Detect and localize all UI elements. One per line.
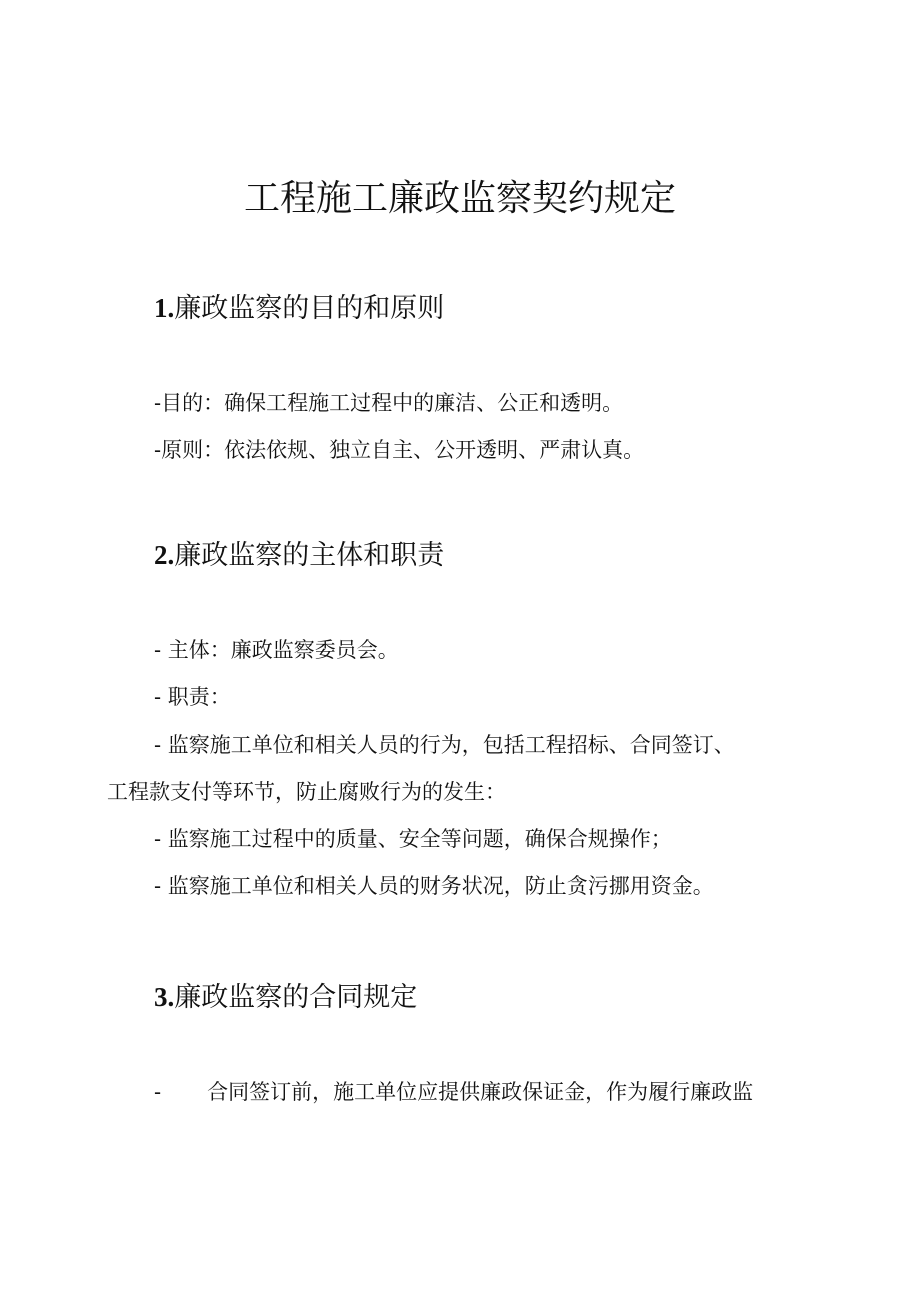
section-1-line-2: -原则：依法依规、独立自主、公开透明、严肃认真。: [154, 438, 645, 462]
section-2-heading: [154, 537, 444, 574]
section-2-title: 廉政监察的主体和职责: [174, 540, 445, 571]
section-2-line-4: 工程款支付等环节，防止腐败行为的发生：: [107, 780, 506, 804]
section-1-heading: [154, 290, 444, 327]
section-3-line-1: [154, 1077, 753, 1107]
section-1-number: 1.: [154, 293, 175, 323]
section-2-line-5: - 监察施工过程中的质量、安全等问题，确保合规操作；: [154, 827, 672, 851]
section-1-title: 廉政监察的目的和原则: [174, 293, 445, 324]
section-3-number: 3.: [154, 982, 175, 1012]
section-2-line-3: - 监察施工单位和相关人员的行为，包括工程招标、合同签订、: [154, 733, 735, 757]
section-1-line-1: -目的：确保工程施工过程中的廉洁、公正和透明。: [154, 391, 624, 415]
section-3-heading: [154, 979, 417, 1016]
section-3-title: 廉政监察的合同规定: [174, 982, 418, 1013]
section-3-line-1-dash: -: [154, 1080, 162, 1104]
section-2-line-1: - 主体：廉政监察委员会。: [154, 638, 399, 662]
section-3-line-1-text: 合同签订前，施工单位应提供廉政保证金，作为履行廉政监: [207, 1080, 754, 1104]
section-2-line-2: - 职责：: [154, 685, 231, 709]
section-2-number: 2.: [154, 540, 175, 570]
section-2-line-6: - 监察施工单位和相关人员的财务状况，防止贪污挪用资金。: [154, 874, 714, 898]
document-title: 工程施工廉政监察契约规定: [243, 178, 676, 219]
